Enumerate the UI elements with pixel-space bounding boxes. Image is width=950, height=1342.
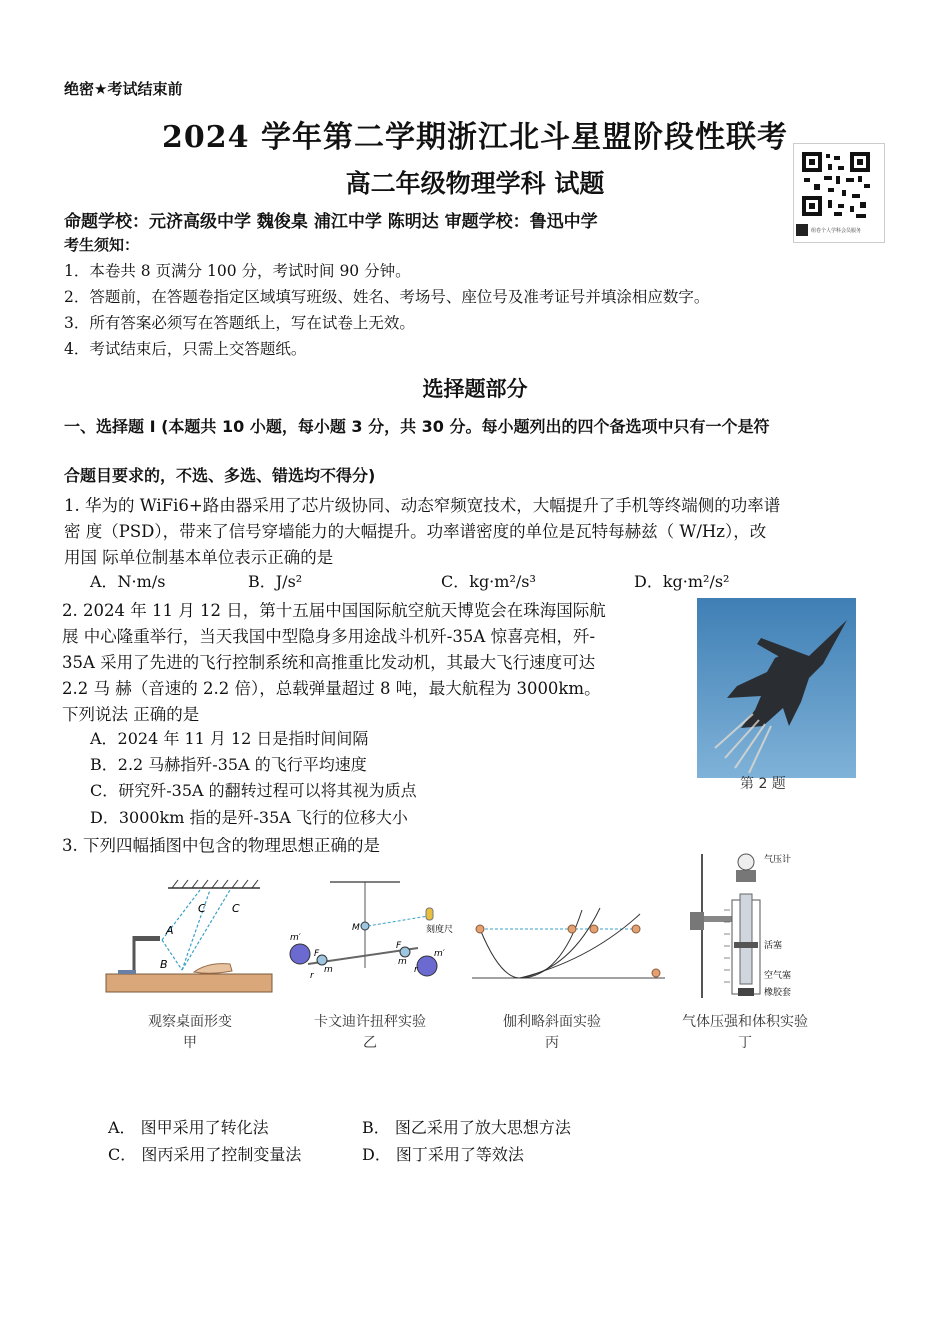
authors-line: 命题学校：元济高级中学 魏俊臬 浦江中学 陈明达 审题学校：鲁迅中学 bbox=[64, 212, 598, 232]
confidential-mark: 绝密★考试结束前 bbox=[64, 80, 183, 98]
figure-yi-caption: 卡文迪许扭秤实验 bbox=[314, 1014, 426, 1030]
label-piston: 活塞 bbox=[764, 941, 783, 951]
q2-stem-line: 2.2 马 赫（音速的 2.2 倍），总载弹量超过 8 吨，最大航程为 3000km。 bbox=[62, 679, 601, 698]
qr-code bbox=[793, 143, 885, 243]
q1-option-d: D．kg·m²/s² bbox=[634, 572, 730, 591]
q3-option-b: B． 图乙采用了放大思想方法 bbox=[362, 1118, 571, 1137]
part1-instructions: 一、选择题 Ⅰ (本题共 10 小题，每小题 3 分，共 30 分。每小题列出的四个备选项中只有一个是符 bbox=[64, 417, 770, 436]
label-b: B bbox=[160, 958, 168, 971]
q2-option-b: B．2.2 马赫指歼-35A 的飞行平均速度 bbox=[90, 755, 367, 774]
figure-ding bbox=[690, 853, 791, 998]
q2-option-d: D．3000km 指的是歼-35A 飞行的位移大小 bbox=[90, 808, 408, 827]
notice-item: 4．考试结束后，只需上交答题纸。 bbox=[64, 340, 307, 358]
q3-option-d: D． 图丁采用了等效法 bbox=[362, 1145, 524, 1164]
figure-bing-caption: 伽利略斜面实验 bbox=[503, 1014, 601, 1030]
label-gauge: 气压计 bbox=[764, 855, 792, 865]
label-f: F bbox=[314, 949, 320, 959]
q2-stem-line: 2. 2024 年 11 月 12 日，第十五届中国国际航空航天博览会在珠海国际航 bbox=[62, 601, 606, 620]
label-m-upper: M bbox=[352, 923, 360, 933]
q1-stem-line: 1. 华为的 WiFi6+路由器采用了芯片级协同、动态窄频宽技术，大幅提升了手机等终端侧的功率谱 bbox=[64, 496, 781, 515]
q3-stem: 3. 下列四幅插图中包含的物理思想正确的是 bbox=[62, 836, 380, 855]
label-m-prime: m′ bbox=[434, 949, 445, 959]
label-m: m bbox=[324, 965, 333, 975]
q1-option-b: B．J/s² bbox=[248, 572, 303, 591]
label-m-prime: m′ bbox=[290, 933, 301, 943]
label-scale: 刻度尺 bbox=[426, 925, 454, 935]
q1-option-a: A．N·m/s bbox=[90, 572, 166, 591]
figure-jia bbox=[106, 880, 272, 992]
q2-stem-line: 展 中心隆重举行，当天我国中型隐身多用途战斗机歼-35A 惊喜亮相，歼- bbox=[62, 627, 596, 646]
notice-heading: 考生须知： bbox=[64, 236, 140, 254]
q3-figures-drawing bbox=[100, 850, 820, 1055]
figure-jia-caption: 观察桌面形变 bbox=[148, 1014, 232, 1030]
qr-caption: 组卷个人学科会员服务 bbox=[811, 228, 862, 234]
fighter-jet-image bbox=[697, 598, 856, 778]
notice-item: 2．答题前，在答题卷指定区域填写班级、姓名、考场号、座位号及准考证号并填涂相应数字。 bbox=[64, 288, 710, 306]
label-r: r bbox=[310, 971, 314, 981]
figure-yi bbox=[290, 882, 453, 981]
qr-code-icon bbox=[794, 144, 884, 242]
label-rubber-sleeve: 橡胶套 bbox=[764, 988, 792, 998]
label-f: F bbox=[396, 941, 402, 951]
q1-option-c: C．kg·m²/s³ bbox=[441, 572, 536, 591]
q1-stem-line: 密 度（PSD），带来了信号穿墙能力的大幅提升。功率谱密度的单位是瓦特每赫兹（ W/Hz），改 bbox=[64, 522, 767, 541]
label-a: A bbox=[166, 924, 174, 937]
label-c: C bbox=[198, 902, 206, 915]
notice-item: 1．本卷共 8 页满分 100 分，考试时间 90 分钟。 bbox=[64, 262, 411, 280]
figure-bing-tag: 丙 bbox=[545, 1035, 559, 1051]
q2-figure-caption: 第 2 题 bbox=[740, 776, 786, 792]
q2-stem-line: 35A 采用了先进的飞行控制系统和高推重比发动机，其最大飞行速度可达 bbox=[62, 653, 596, 672]
q1-stem-line: 用国 际单位制基本单位表示正确的是 bbox=[64, 548, 334, 567]
part1-instructions-cont: 合题目要求的，不选、多选、错选均不得分) bbox=[64, 466, 376, 485]
notice-item: 3．所有答案必须写在答题纸上，写在试卷上无效。 bbox=[64, 314, 415, 332]
q3-figures bbox=[100, 850, 820, 1055]
figure-jia-tag: 甲 bbox=[183, 1035, 197, 1051]
figure-bing bbox=[472, 908, 665, 978]
figure-ding-caption: 气体压强和体积实验 bbox=[682, 1014, 808, 1030]
figure-yi-tag: 乙 bbox=[363, 1035, 377, 1051]
fighter-jet-photo bbox=[697, 598, 856, 778]
q3-option-c: C． 图丙采用了控制变量法 bbox=[108, 1145, 302, 1164]
label-m: m bbox=[398, 957, 407, 967]
figure-ding-tag: 丁 bbox=[738, 1035, 752, 1051]
q2-option-a: A．2024 年 11 月 12 日是指时间间隔 bbox=[90, 729, 369, 748]
label-air-plug: 空气塞 bbox=[764, 971, 792, 981]
q2-stem-line: 下列说法 正确的是 bbox=[62, 705, 200, 724]
exam-subtitle: 高二年级物理学科 试题 bbox=[345, 169, 605, 198]
exam-title: 2024 学年第二学期浙江北斗星盟阶段性联考 bbox=[162, 120, 788, 155]
q3-option-a: A． 图甲采用了转化法 bbox=[108, 1118, 269, 1137]
q2-option-c: C．研究歼-35A 的翻转过程可以将其视为质点 bbox=[90, 781, 417, 800]
section-title: 选择题部分 bbox=[422, 376, 528, 401]
label-c: C bbox=[232, 902, 240, 915]
label-r: r bbox=[414, 965, 418, 975]
